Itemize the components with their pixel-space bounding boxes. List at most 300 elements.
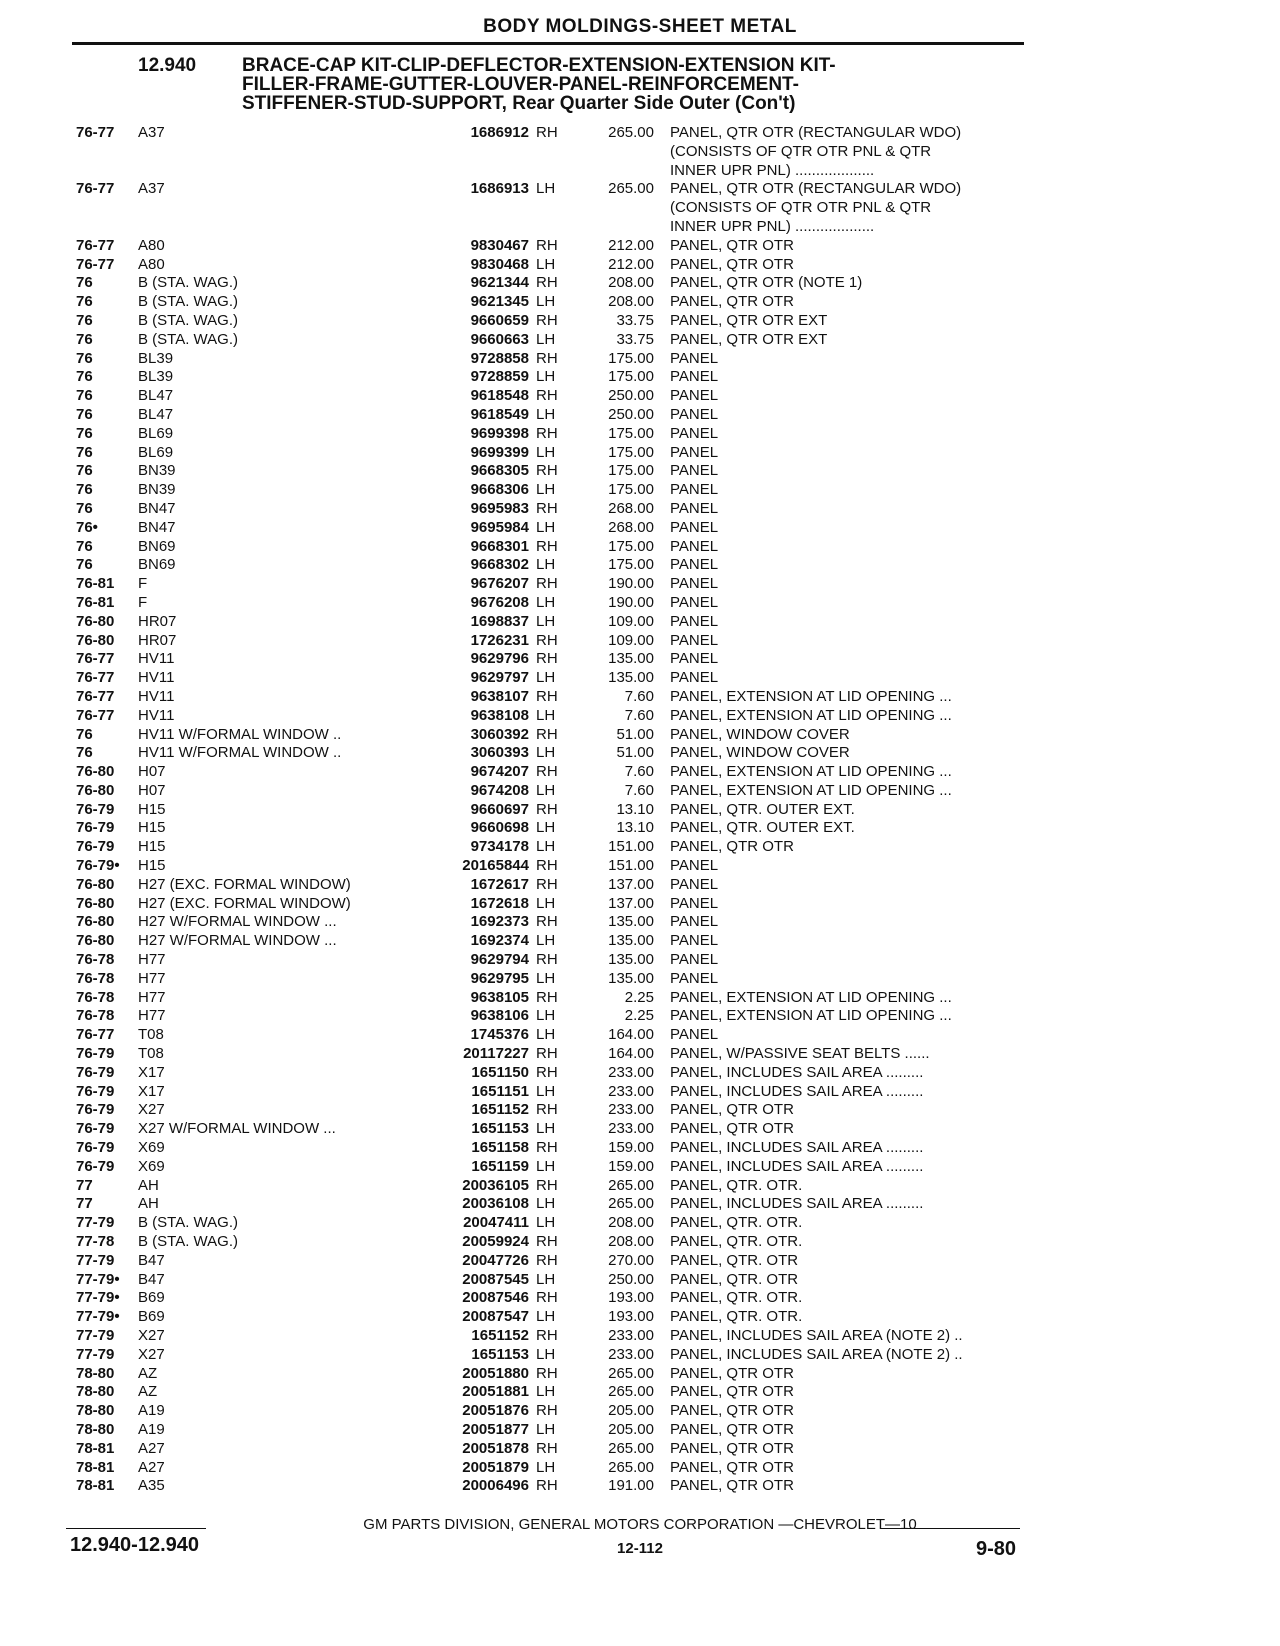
description-cell: PANEL	[670, 537, 719, 555]
description-cell: PANEL, QTR. OTR	[670, 1251, 799, 1269]
year-cell: 76	[76, 387, 93, 405]
side-cell: LH	[536, 1420, 556, 1438]
part-number-cell: 9629797	[470, 669, 529, 687]
price-cell: 212.00	[608, 255, 654, 273]
description-cell: PANEL, EXTENSION AT LID OPENING ...	[670, 706, 952, 724]
price-cell: 7.60	[624, 706, 654, 724]
model-cell: T08	[138, 1026, 164, 1044]
header-rule	[72, 42, 1024, 45]
price-cell: 109.00	[608, 631, 654, 649]
model-cell: X27	[138, 1327, 165, 1344]
model-cell: A80	[138, 236, 165, 254]
description-cell: PANEL	[670, 575, 719, 593]
description-cell: PANEL, INCLUDES SAIL AREA .........	[670, 1082, 924, 1100]
part-number-cell: 9674208	[470, 781, 529, 799]
model-cell: B69	[138, 1289, 165, 1307]
year-cell: 76	[76, 274, 93, 292]
year-cell: 77-79•	[76, 1270, 120, 1288]
table-row	[76, 1346, 1032, 1365]
description-cell: PANEL, QTR OTR	[670, 236, 794, 254]
table-row	[76, 876, 1032, 895]
table-row	[76, 312, 1032, 331]
price-cell: 250.00	[608, 1270, 654, 1288]
table-row	[76, 1007, 1032, 1026]
year-cell: 76	[76, 462, 93, 480]
description-cell: PANEL, QTR OTR	[670, 255, 794, 273]
year-cell: 76-78	[76, 1007, 115, 1025]
part-number-cell: 1651150	[471, 1063, 529, 1081]
price-cell: 265.00	[608, 1383, 654, 1401]
table-row	[76, 462, 1032, 481]
model-cell: B69	[138, 1308, 165, 1326]
year-cell: 78-81	[76, 1439, 115, 1457]
table-row	[76, 838, 1032, 857]
table-row	[76, 1064, 1032, 1083]
price-cell: 265.00	[608, 1458, 654, 1476]
model-cell: X69	[138, 1139, 165, 1157]
year-cell: 76	[76, 330, 93, 348]
description-cell: PANEL	[670, 518, 719, 536]
side-cell: LH	[536, 556, 556, 574]
description-cell: PANEL, QTR OTR	[670, 1402, 794, 1420]
price-cell: 233.00	[608, 1345, 654, 1363]
side-cell: RH	[536, 349, 558, 367]
model-cell: H77	[138, 969, 166, 987]
description-cell: PANEL, QTR. OTR.	[670, 1233, 803, 1251]
model-cell: A37	[138, 124, 165, 141]
table-row	[76, 688, 1032, 707]
model-cell: H15	[138, 819, 166, 837]
table-row	[76, 368, 1032, 387]
price-cell: 191.00	[608, 1477, 654, 1495]
price-cell: 7.60	[624, 781, 654, 799]
price-cell: 175.00	[608, 462, 654, 480]
side-cell: LH	[536, 819, 556, 837]
model-cell: BN69	[138, 556, 176, 574]
side-cell: RH	[536, 951, 558, 969]
description-cell: PANEL, QTR. OTR	[670, 1270, 799, 1288]
side-cell: RH	[536, 1233, 558, 1251]
part-number-cell: 1651152	[471, 1101, 529, 1119]
year-cell: 77-79	[76, 1345, 115, 1363]
description-cell: PANEL, INCLUDES SAIL AREA .........	[670, 1157, 924, 1175]
model-cell: H27 (EXC. FORMAL WINDOW)	[138, 875, 351, 893]
year-cell: 76-79•	[76, 857, 120, 875]
model-cell: AZ	[138, 1364, 158, 1382]
part-number-cell: 20006496	[462, 1477, 529, 1495]
description-cell: PANEL, QTR. OTR.	[670, 1308, 803, 1326]
description-cell: PANEL, INCLUDES SAIL AREA .........	[670, 1063, 924, 1081]
table-row	[76, 237, 1032, 256]
side-cell: LH	[536, 1214, 556, 1232]
description-cell: PANEL	[670, 499, 719, 517]
year-cell: 76-80	[76, 631, 115, 649]
description-cell: PANEL, QTR OTR	[670, 1101, 794, 1119]
part-number-cell: 9668306	[470, 481, 529, 499]
description-cell: INNER UPR PNL) ...................	[670, 161, 875, 179]
side-cell: LH	[536, 669, 556, 687]
price-cell: 233.00	[608, 1101, 654, 1119]
description-cell: PANEL	[670, 368, 719, 386]
model-cell: X27	[138, 1101, 165, 1119]
table-row	[76, 650, 1032, 669]
side-cell: RH	[536, 1364, 558, 1382]
side-cell: RH	[536, 124, 558, 141]
side-cell: RH	[536, 631, 558, 649]
year-cell: 76-77	[76, 180, 115, 198]
price-cell: 7.60	[624, 763, 654, 781]
price-cell: 137.00	[608, 875, 654, 893]
description-cell: PANEL	[670, 593, 719, 611]
part-number-cell: 1745376	[470, 1026, 529, 1044]
part-number-cell: 3060392	[470, 725, 529, 743]
price-cell: 265.00	[608, 1195, 654, 1213]
side-cell: LH	[536, 1195, 556, 1213]
side-cell: LH	[536, 1082, 556, 1100]
table-row	[76, 763, 1032, 782]
description-cell: PANEL	[670, 857, 719, 875]
price-cell: 135.00	[608, 669, 654, 687]
description-cell: PANEL, QTR OTR	[670, 1383, 794, 1401]
year-cell: 76	[76, 349, 93, 367]
description-cell: PANEL	[670, 481, 719, 499]
description-cell: PANEL	[670, 612, 719, 630]
model-cell: H07	[138, 763, 166, 781]
table-row	[76, 1308, 1032, 1327]
table-row	[76, 1120, 1032, 1139]
year-cell: 76	[76, 725, 93, 743]
model-cell: F	[138, 593, 148, 611]
part-number-cell: 9830468	[470, 255, 529, 273]
description-cell: PANEL	[670, 650, 719, 668]
year-cell: 76-79	[76, 1101, 115, 1119]
table-row	[76, 594, 1032, 613]
price-cell: 233.00	[608, 1082, 654, 1100]
part-number-cell: 1651158	[471, 1139, 529, 1157]
table-row	[76, 726, 1032, 745]
year-cell: 77-79•	[76, 1289, 120, 1307]
side-cell: LH	[536, 1120, 556, 1138]
table-row	[76, 256, 1032, 275]
part-number-cell: 20051880	[462, 1364, 529, 1382]
model-cell: F	[138, 575, 148, 593]
description-cell: PANEL, EXTENSION AT LID OPENING ...	[670, 1007, 952, 1025]
table-row	[76, 632, 1032, 651]
year-cell: 77-78	[76, 1233, 115, 1251]
model-cell: H07	[138, 781, 166, 799]
price-cell: 13.10	[616, 819, 654, 837]
model-cell: X17	[138, 1063, 165, 1081]
table-row	[76, 331, 1032, 350]
description-cell: PANEL	[670, 443, 719, 461]
part-number-cell: 9695984	[470, 518, 529, 536]
price-cell: 193.00	[608, 1308, 654, 1326]
part-number-cell: 1651151	[471, 1082, 529, 1100]
price-cell: 265.00	[608, 124, 654, 141]
price-cell: 135.00	[608, 932, 654, 950]
description-cell: PANEL	[670, 894, 719, 912]
part-number-cell: 1651153	[471, 1345, 529, 1363]
part-number-cell: 9660663	[470, 330, 529, 348]
year-cell: 78-81	[76, 1458, 115, 1476]
price-cell: 208.00	[608, 293, 654, 311]
table-row	[76, 1421, 1032, 1440]
description-cell: PANEL	[670, 932, 719, 950]
table-row	[76, 406, 1032, 425]
description-cell: PANEL, QTR OTR	[670, 838, 794, 856]
model-cell: BN47	[138, 518, 176, 536]
side-cell: LH	[536, 368, 556, 386]
model-cell: BL69	[138, 424, 174, 442]
year-cell: 76-78	[76, 951, 115, 969]
part-number-cell: 9660698	[470, 819, 529, 837]
model-cell: BN47	[138, 499, 176, 517]
side-cell: LH	[536, 1026, 556, 1044]
description-cell: PANEL, QTR. OUTER EXT.	[670, 819, 855, 837]
model-cell: BN69	[138, 537, 176, 555]
price-cell: 175.00	[608, 368, 654, 386]
side-cell: RH	[536, 1402, 558, 1420]
description-cell: PANEL, QTR. OTR.	[670, 1289, 803, 1307]
model-cell: H27 W/FORMAL WINDOW ...	[138, 913, 337, 931]
side-cell: LH	[536, 180, 556, 198]
side-cell: RH	[536, 274, 558, 292]
table-row	[76, 575, 1032, 594]
price-cell: 164.00	[608, 1026, 654, 1044]
description-cell: PANEL, INCLUDES SAIL AREA (NOTE 2) ..	[670, 1327, 963, 1344]
side-cell: RH	[536, 1045, 558, 1063]
model-cell: A27	[138, 1458, 165, 1476]
table-row	[76, 1271, 1032, 1290]
table-row	[76, 1477, 1032, 1496]
table-row	[76, 350, 1032, 369]
description-cell: PANEL	[670, 669, 719, 687]
table-row	[76, 1289, 1032, 1308]
model-cell: T08	[138, 1045, 164, 1063]
side-cell: LH	[536, 838, 556, 856]
part-number-cell: 20117227	[463, 1045, 529, 1063]
side-cell: LH	[536, 1157, 556, 1175]
price-cell: 33.75	[616, 330, 654, 348]
side-cell: RH	[536, 462, 558, 480]
table-row	[76, 387, 1032, 406]
part-number-cell: 1672617	[470, 875, 529, 893]
part-number-cell: 9629796	[470, 650, 529, 668]
side-cell: RH	[536, 1139, 558, 1157]
price-cell: 159.00	[608, 1139, 654, 1157]
table-row	[76, 1459, 1032, 1478]
part-number-cell: 9676207	[470, 575, 529, 593]
year-cell: 76-79	[76, 838, 115, 856]
part-number-cell: 20165844	[462, 857, 529, 875]
description-cell: PANEL, QTR OTR EXT	[670, 311, 828, 329]
side-cell: LH	[536, 1270, 556, 1288]
year-cell: 76	[76, 556, 93, 574]
part-number-cell: 9618549	[470, 405, 529, 423]
side-cell: RH	[536, 1101, 558, 1119]
year-cell: 76-79	[76, 1063, 115, 1081]
description-cell: PANEL, QTR OTR	[670, 1477, 794, 1495]
table-row	[76, 1383, 1032, 1402]
model-cell: HV11 W/FORMAL WINDOW ..	[138, 744, 342, 762]
part-number-cell: 9674207	[470, 763, 529, 781]
model-cell: X17	[138, 1082, 165, 1100]
table-row	[76, 951, 1032, 970]
description-cell: PANEL, INCLUDES SAIL AREA (NOTE 2) ..	[670, 1345, 963, 1363]
description-cell: PANEL, QTR. OTR.	[670, 1176, 803, 1194]
year-cell: 76	[76, 405, 93, 423]
side-cell: LH	[536, 1458, 556, 1476]
model-cell: H77	[138, 1007, 166, 1025]
price-cell: 175.00	[608, 481, 654, 499]
table-row	[76, 1365, 1032, 1384]
model-cell: BN39	[138, 481, 176, 499]
price-cell: 250.00	[608, 405, 654, 423]
part-number-cell: 9728858	[470, 349, 529, 367]
part-number-cell: 9699399	[470, 443, 529, 461]
table-row	[76, 932, 1032, 951]
price-cell: 205.00	[608, 1420, 654, 1438]
model-cell: HV11 W/FORMAL WINDOW ..	[138, 725, 342, 743]
model-cell: B (STA. WAG.)	[138, 274, 238, 292]
table-row	[76, 1195, 1032, 1214]
table-row	[76, 500, 1032, 519]
model-cell: HV11	[138, 687, 175, 705]
footer-publisher: GM PARTS DIVISION, GENERAL MOTORS CORPORATION —CHEVROLET—10	[363, 1516, 917, 1533]
part-number-cell: 1726231	[470, 631, 529, 649]
model-cell: X69	[138, 1157, 165, 1175]
side-cell: RH	[536, 800, 558, 818]
description-cell: PANEL	[670, 969, 719, 987]
description-cell: PANEL	[670, 387, 719, 405]
model-cell: A35	[138, 1477, 165, 1495]
description-cell: (CONSISTS OF QTR OTR PNL & QTR	[670, 142, 932, 160]
side-cell: RH	[536, 988, 558, 1006]
price-cell: 33.75	[616, 311, 654, 329]
description-cell: INNER UPR PNL) ...................	[670, 217, 875, 235]
side-cell: RH	[536, 1176, 558, 1194]
description-cell: PANEL	[670, 951, 719, 969]
table-row	[76, 481, 1032, 500]
table-row	[76, 124, 1032, 143]
model-cell: A80	[138, 255, 165, 273]
year-cell: 76-77	[76, 650, 115, 668]
description-cell: PANEL	[670, 631, 719, 649]
model-cell: AH	[138, 1195, 159, 1213]
side-cell: LH	[536, 443, 556, 461]
side-cell: RH	[536, 875, 558, 893]
price-cell: 265.00	[608, 1364, 654, 1382]
table-row	[76, 1214, 1032, 1233]
part-number-cell: 1698837	[470, 612, 529, 630]
part-number-cell: 1692373	[470, 913, 529, 931]
table-row	[76, 989, 1032, 1008]
year-cell: 76-79	[76, 1157, 115, 1175]
side-cell: RH	[536, 1327, 558, 1344]
price-cell: 135.00	[608, 913, 654, 931]
side-cell: LH	[536, 706, 556, 724]
price-cell: 2.25	[624, 1007, 654, 1025]
year-cell: 78-80	[76, 1364, 115, 1382]
price-cell: 7.60	[624, 687, 654, 705]
year-cell: 78-80	[76, 1402, 115, 1420]
model-cell: B47	[138, 1270, 165, 1288]
description-cell: (CONSISTS OF QTR OTR PNL & QTR	[670, 199, 932, 217]
year-cell: 77-79	[76, 1214, 115, 1232]
model-cell: A19	[138, 1402, 165, 1420]
model-cell: B (STA. WAG.)	[138, 1233, 238, 1251]
table-row	[76, 1233, 1032, 1252]
part-number-cell: 3060393	[470, 744, 529, 762]
description-cell: PANEL, WINDOW COVER	[670, 725, 850, 743]
model-cell: AH	[138, 1176, 159, 1194]
footer-date: 9-80	[976, 1538, 1017, 1560]
table-row	[76, 425, 1032, 444]
price-cell: 265.00	[608, 180, 654, 198]
price-cell: 135.00	[608, 969, 654, 987]
part-number-cell: 1651153	[471, 1120, 529, 1138]
model-cell: BN39	[138, 462, 176, 480]
part-number-cell: 9629795	[470, 969, 529, 987]
model-cell: AZ	[138, 1383, 158, 1401]
side-cell: RH	[536, 913, 558, 931]
year-cell: 76-80	[76, 763, 115, 781]
side-cell: LH	[536, 744, 556, 762]
price-cell: 175.00	[608, 424, 654, 442]
side-cell: LH	[536, 593, 556, 611]
table-row	[76, 1402, 1032, 1421]
price-cell: 175.00	[608, 537, 654, 555]
year-cell: 76	[76, 424, 93, 442]
price-cell: 175.00	[608, 349, 654, 367]
side-cell: LH	[536, 612, 556, 630]
part-number-cell: 20047411	[463, 1214, 529, 1232]
model-cell: B (STA. WAG.)	[138, 1214, 238, 1232]
description-cell: PANEL, QTR OTR (RECTANGULAR WDO)	[670, 180, 962, 198]
footer-range: 12.940-12.940	[70, 1534, 200, 1556]
table-row	[76, 669, 1032, 688]
side-cell: RH	[536, 499, 558, 517]
part-number-cell: 20087546	[462, 1289, 529, 1307]
part-number-cell: 1686912	[470, 124, 529, 141]
section-title-line: BRACE-CAP KIT-CLIP-DEFLECTOR-EXTENSION-EXTENSION KIT-	[242, 55, 836, 76]
price-cell: 208.00	[608, 274, 654, 292]
table-row	[76, 180, 1032, 199]
year-cell: 76	[76, 744, 93, 762]
year-cell: 76-78	[76, 969, 115, 987]
table-row	[76, 895, 1032, 914]
table-row	[76, 1252, 1032, 1271]
model-cell: H15	[138, 857, 166, 875]
model-cell: A19	[138, 1420, 165, 1438]
price-cell: 208.00	[608, 1214, 654, 1232]
year-cell: 76-81	[76, 575, 115, 593]
price-cell: 175.00	[608, 556, 654, 574]
year-cell: 77-79	[76, 1327, 115, 1344]
part-number-cell: 9668301	[470, 537, 529, 555]
section-number: 12.940	[138, 55, 197, 76]
price-cell: 233.00	[608, 1327, 654, 1344]
part-number-cell: 1686913	[470, 180, 529, 198]
price-cell: 135.00	[608, 650, 654, 668]
price-cell: 233.00	[608, 1120, 654, 1138]
year-cell: 78-81	[76, 1477, 115, 1495]
year-cell: 78-80	[76, 1420, 115, 1438]
side-cell: RH	[536, 1063, 558, 1081]
price-cell: 270.00	[608, 1251, 654, 1269]
table-row	[76, 1026, 1032, 1045]
side-cell: LH	[536, 932, 556, 950]
